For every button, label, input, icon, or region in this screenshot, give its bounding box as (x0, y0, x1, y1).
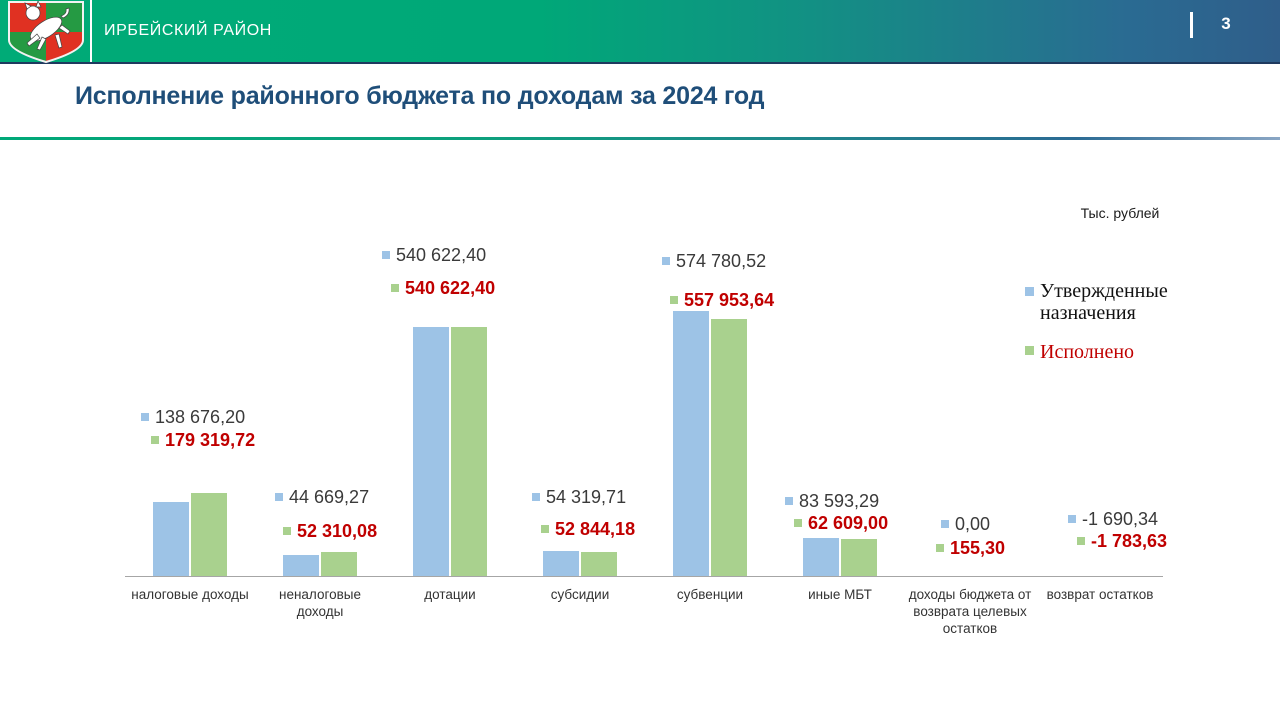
legend-swatch-approved (1025, 287, 1034, 296)
value-label-text: 138 676,20 (155, 407, 246, 427)
value-label-text: 574 780,52 (676, 251, 767, 271)
bar-approved (283, 555, 319, 576)
value-label-marker (662, 257, 670, 265)
category-label: субвенции (676, 587, 744, 602)
bar-executed (581, 552, 617, 576)
value-label-text: 83 593,29 (799, 491, 880, 511)
bar-approved (673, 311, 709, 576)
value-label-text: 540 622,40 (405, 278, 496, 298)
value-label-executed (936, 538, 1005, 558)
value-label-marker (785, 497, 793, 505)
category-label: доходы бюджета от возврата целевых остатков (908, 587, 1032, 636)
bar-approved (543, 551, 579, 576)
value-label-marker (283, 527, 291, 535)
value-label-text: -1 690,34 (1082, 509, 1159, 529)
x-axis-line (125, 576, 1163, 577)
bar-executed (191, 493, 227, 576)
category-label: неналоговые доходы (279, 587, 361, 619)
value-label-approved (785, 491, 879, 511)
category-label: налоговые доходы (131, 587, 249, 602)
value-label-executed (283, 521, 377, 541)
value-label-marker (1077, 537, 1085, 545)
value-label-text: 44 669,27 (289, 487, 370, 507)
value-label-text: 540 622,40 (396, 245, 487, 265)
value-label-executed (151, 430, 255, 450)
value-label-text: 62 609,00 (808, 513, 889, 533)
bar-approved (413, 327, 449, 576)
bar-executed (841, 539, 877, 576)
title-underline (0, 137, 1280, 140)
value-label-text: 557 953,64 (684, 290, 775, 310)
value-label-executed (391, 278, 495, 298)
value-label-marker (1068, 515, 1076, 523)
value-label-text: 52 844,18 (555, 519, 636, 539)
bar-executed (711, 319, 747, 576)
value-label-marker (936, 544, 944, 552)
value-label-approved (662, 251, 766, 271)
category-label: субсидии (550, 587, 610, 602)
value-label-marker (670, 296, 678, 304)
value-label-marker (151, 436, 159, 444)
bar-executed (321, 552, 357, 576)
value-label-approved (275, 487, 369, 507)
value-label-executed (794, 513, 888, 533)
value-label-marker (794, 519, 802, 527)
value-label-marker (275, 493, 283, 501)
page-number: 3 (1221, 14, 1231, 33)
value-label-text: 52 310,08 (297, 521, 378, 541)
value-label-approved (141, 407, 245, 427)
value-label-executed (1077, 531, 1167, 551)
units-label: Тыс. рублей (1080, 205, 1160, 221)
page-number-divider (1190, 12, 1193, 38)
header-divider (90, 0, 92, 62)
bar-approved (803, 538, 839, 576)
bar-approved (153, 502, 189, 576)
district-name: ИРБЕЙСКИЙ РАЙОН (104, 22, 272, 39)
value-label-text: 179 319,72 (165, 430, 256, 450)
value-label-approved (1068, 509, 1158, 529)
value-label-marker (141, 413, 149, 421)
legend-label-executed: Исполнено (1040, 341, 1135, 363)
legend-swatch-executed (1025, 346, 1034, 355)
value-label-marker (541, 525, 549, 533)
legend-label-approved: Утвержденные назначения (1040, 280, 1168, 324)
value-label-marker (532, 493, 540, 501)
value-label-text: 155,30 (950, 538, 1006, 558)
value-label-marker (391, 284, 399, 292)
value-label-text: 54 319,71 (546, 487, 627, 507)
coat-of-arms-icon (6, 1, 86, 63)
category-label: дотации (424, 587, 476, 602)
value-label-text: 0,00 (955, 514, 991, 534)
header-band (0, 0, 1280, 64)
value-label-approved (532, 487, 626, 507)
value-label-approved (941, 514, 990, 534)
slide-title: Исполнение районного бюджета по доходам за 2024 год (75, 82, 765, 110)
category-label: иные МБТ (808, 587, 872, 602)
value-label-approved (382, 245, 486, 265)
value-label-marker (941, 520, 949, 528)
value-label-text: -1 783,63 (1091, 531, 1168, 551)
value-label-marker (382, 251, 390, 259)
bar-executed (451, 327, 487, 576)
value-label-executed (670, 290, 774, 310)
value-label-executed (541, 519, 635, 539)
category-label: возврат остатков (1046, 587, 1154, 602)
